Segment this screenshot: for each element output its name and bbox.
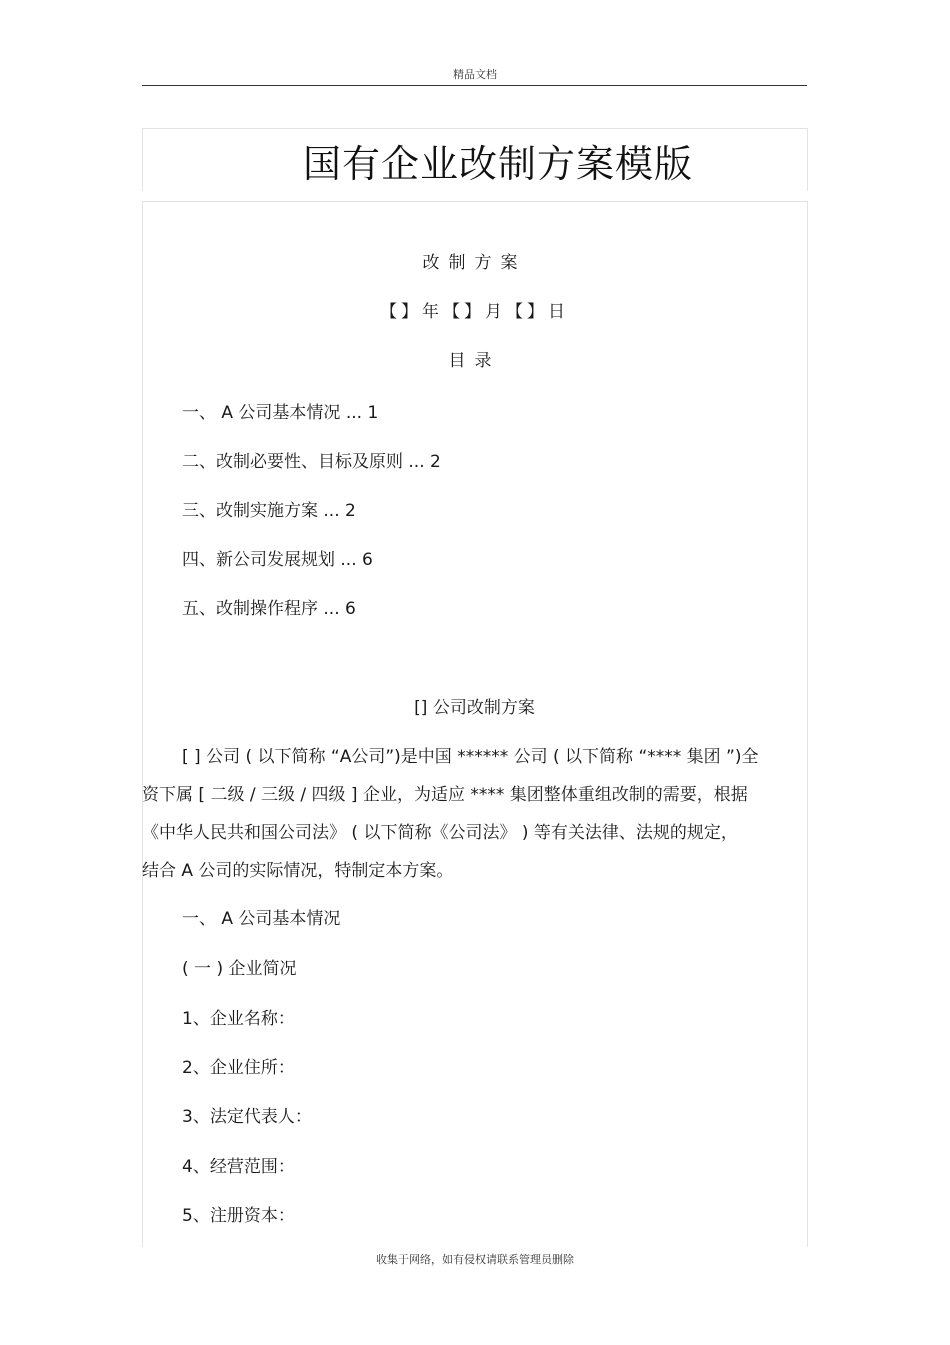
list-item: 4、经营范围： — [182, 1157, 295, 1177]
cover-date: 【】年【】月【】日 — [380, 302, 569, 322]
toc-item: 二、改制必要性、目标及原则 ... 2 — [182, 452, 441, 472]
toc-item: 三、改制实施方案 ... 2 — [182, 501, 356, 521]
intro-line: 资下属 [ 二级 / 三级 / 四级 ] 企业，为适应 **** 集团整体重组改制的需要，根据 — [142, 785, 748, 805]
section-title: [] 公司改制方案 — [414, 698, 535, 718]
page-footer-label: 收集于网络，如有侵权请联系管理员删除 — [376, 1253, 574, 1266]
list-item: 5、注册资本： — [182, 1206, 295, 1226]
intro-line: 《中华人民共和国公司法》 ( 以下简称《公司法》 ) 等有关法律、法规的规定， — [142, 823, 738, 843]
toc-item: 一、 A 公司基本情况 ... 1 — [182, 403, 379, 423]
cover-heading: 改制方案 — [422, 253, 527, 273]
list-item: 3、法定代表人： — [182, 1107, 312, 1127]
document-title: 国有企业改制方案模版 — [302, 142, 693, 186]
intro-line: 结合 A 公司的实际情况，特制定本方案。 — [142, 861, 454, 881]
intro-line: [ ] 公司 ( 以下简称 “A公司”)是中国 ****** 公司 ( 以下简称 “**** 集团 ”)全 — [182, 747, 759, 767]
list-item: 1、企业名称： — [182, 1009, 295, 1029]
section-heading: 一、 A 公司基本情况 — [182, 909, 341, 929]
toc-title: 目录 — [448, 351, 501, 371]
toc-item: 五、改制操作程序 ... 6 — [182, 599, 356, 619]
toc-item: 四、新公司发展规划 ... 6 — [182, 550, 373, 570]
page-header-label: 精品文档 — [453, 68, 497, 81]
list-item: 2、企业住所： — [182, 1058, 295, 1078]
subsection-heading: ( 一 ) 企业简况 — [182, 959, 297, 979]
header-divider — [142, 85, 807, 86]
